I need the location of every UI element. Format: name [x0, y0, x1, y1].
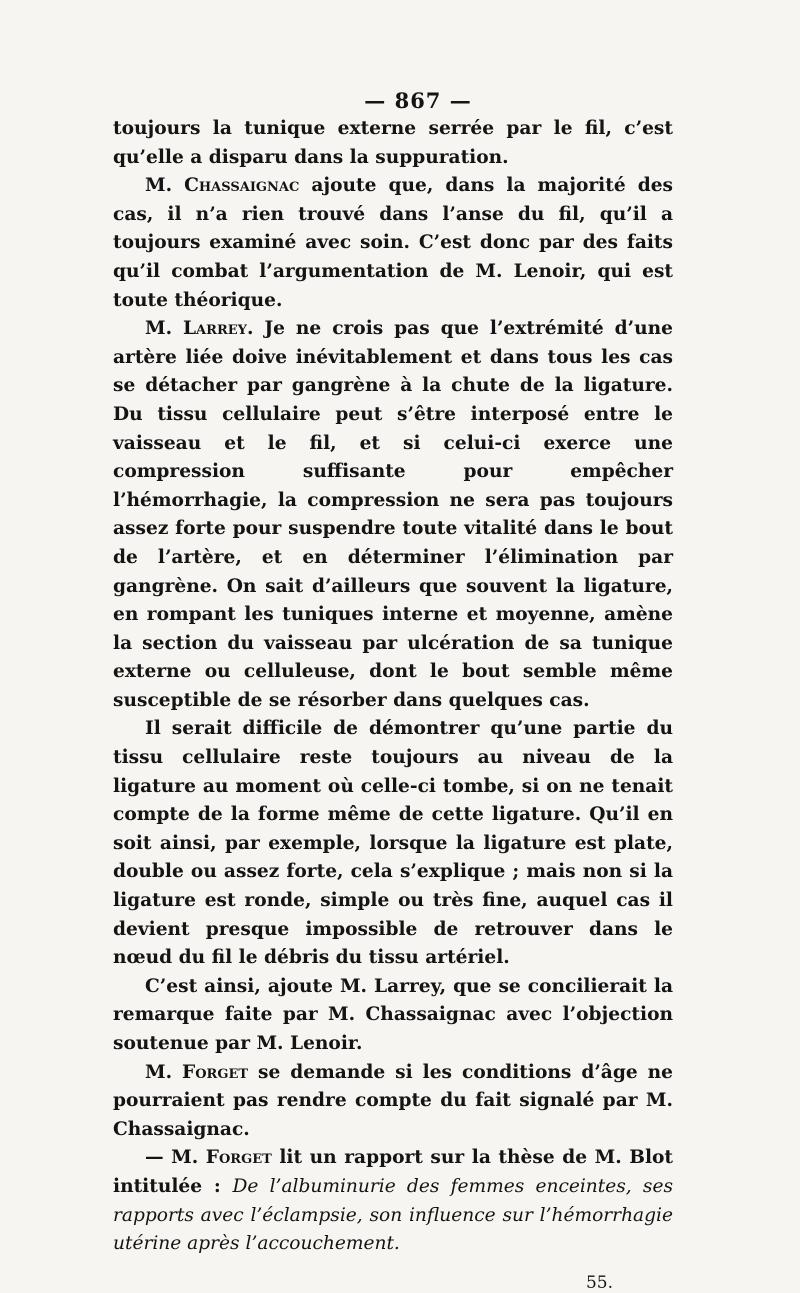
- speaker-chassaignac: M. Chassaignac: [145, 175, 300, 197]
- paragraph-3-text: Je ne crois pas que l’extrémité d’une artère liée doive inévitablement et dans tous les cas se détacher par gangrène à la chute de la ligature. Du tissu cellulaire peut s’être interposé entre le vaisseau et le fil, et si celui-ci exerce une compression suffisante pour empêcher l’hémorrhagie, la compression ne sera pas toujours assez forte pour suspendre toute vitalité dans le bout de l’artère, et en déterminer l’élimination par gangrène. On sait d’ailleurs que souvent la ligature, en rompant les tuniques interne et moyenne, amène la section du vaisseau par ulcération de sa tunique externe ou celluleuse, dont le bout semble même susceptible de se résorber dans quelques cas.: [113, 318, 673, 711]
- paragraph-7: [113, 1144, 673, 1258]
- paragraph-7-prefix: — M.: [145, 1147, 206, 1169]
- speaker-forget-2: Forget: [205, 1147, 272, 1169]
- speaker-forget: M. Forget: [145, 1061, 249, 1083]
- page-content: [113, 88, 673, 1293]
- paragraph-6-text: se demande si les conditions d’âge ne pourraient pas rendre compte du fait signalé par M. Chassaignac.: [113, 1061, 673, 1140]
- speaker-larrey: M. Larrey.: [145, 318, 254, 340]
- paragraph-7-text: lit un rapport sur la thèse de M. Blot intitulée :: [113, 1147, 673, 1197]
- thesis-title: De l’albuminurie des femmes enceintes, ses rapports avec l’éclampsie, son influence sur l’hémorrhagie utérine après l’accouchement.: [113, 1175, 673, 1255]
- paragraph-6: [113, 1059, 673, 1145]
- body-text: [113, 115, 673, 1259]
- paragraph-2-text: ajoute que, dans la majorité des cas, il n’a rien trouvé dans l’anse du fil, qu’il a toujours examiné avec soin. C’est donc par des faits qu’il combat l’argumentation de M. Lenoir, qui est toute théorique.: [113, 175, 673, 311]
- paragraph-4: [113, 715, 673, 972]
- paragraph-4-text: Il serait difficile de démontrer qu’une partie du tissu cellulaire reste toujours au niveau de la ligature au moment où celle-ci tombe, si on ne tenait compte de la forme même de cette ligature. Qu’il en soit ainsi, par exemple, lorsque la ligature est plate, double ou assez forte, cela s’explique ; mais non si la ligature est ronde, simple ou très fine, auquel cas il devient presque impossible de retrouver dans le nœud du fil le débris du tissu artériel.: [113, 718, 673, 969]
- page-number: — 867 —: [364, 88, 472, 113]
- paragraph-1-text: toujours la tunique externe serrée par le fil, c’est qu’elle a disparu dans la suppuration.: [113, 118, 673, 168]
- paragraph-2: [113, 172, 673, 315]
- signature-mark: 55.: [585, 1272, 613, 1293]
- paragraph-1: [113, 115, 673, 172]
- paragraph-5-text: C’est ainsi, ajoute M. Larrey, que se concilierait la remarque faite par M. Chassaignac avec l’objection soutenue par M. Lenoir.: [113, 975, 673, 1054]
- paragraph-3: [113, 315, 673, 715]
- paragraph-5: [113, 973, 673, 1059]
